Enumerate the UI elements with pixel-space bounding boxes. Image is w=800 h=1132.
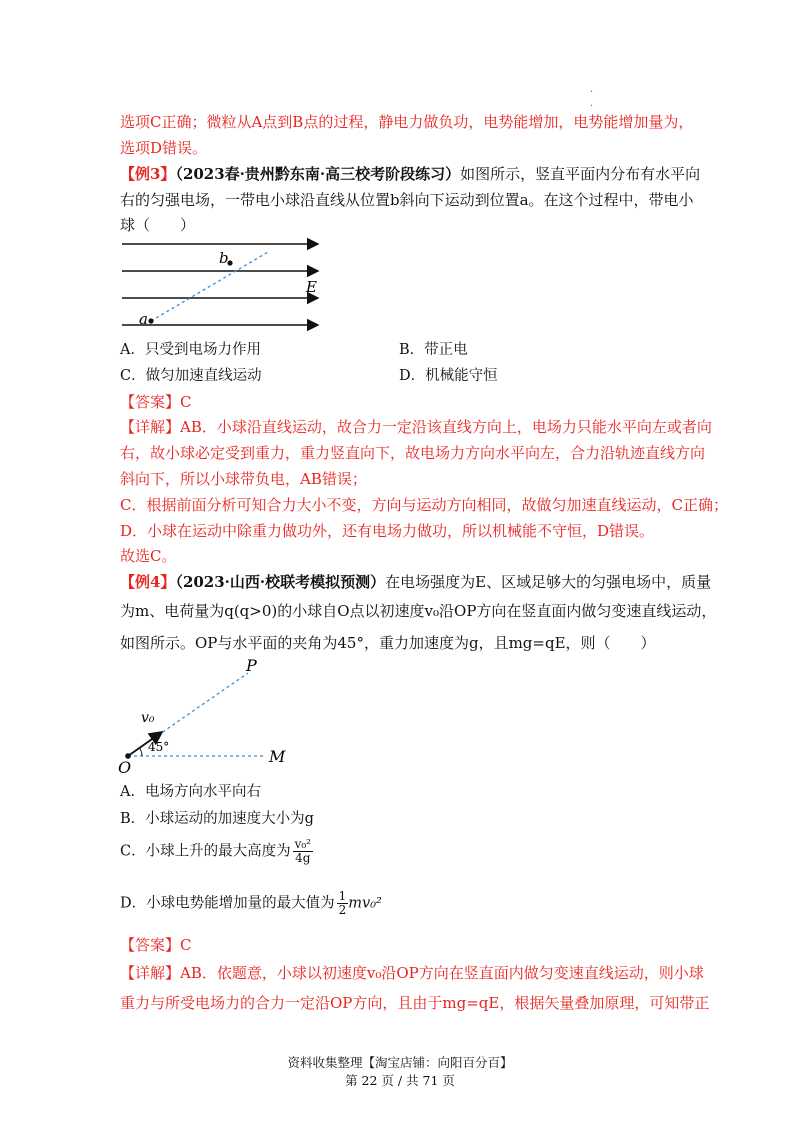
- option-text: D．小球电势能增加量的最大值为: [120, 895, 335, 912]
- explanation-line: 【详解】AB．小球沿直线运动，故合力一定沿该直线方向上，电场力只能水平向左或者向: [120, 418, 712, 436]
- question-text: 在电场强度为E、区域足够大的匀强电场中，质量: [385, 573, 712, 591]
- option-c: C．做匀加速直线运动: [120, 368, 262, 384]
- example-4-figure: [116, 655, 296, 775]
- explanation-line: 【详解】AB．依题意，小球以初速度v₀沿OP方向在竖直面内做匀变速直线运动，则小球: [120, 964, 704, 982]
- example-tag: 【例4】: [120, 573, 176, 591]
- label-o: O: [118, 758, 132, 775]
- question-text: 如图所示。OP与水平面的夹角为45°，重力加速度为g，且mg=qE，则（ ）: [120, 634, 656, 652]
- answer: 【答案】C: [120, 936, 192, 954]
- prev-solution-line: 选项D错误。: [120, 139, 208, 157]
- example-source: （2023·山西·校联考模拟预测）: [175, 573, 386, 591]
- question-text: 右的匀强电场，一带电小球沿直线从位置b斜向下运动到位置a。在这个过程中，带电小: [120, 191, 694, 209]
- option-b: B．带正电: [399, 342, 468, 358]
- explanation-line: D．小球在运动中除重力做功外，还有电场力做功，所以机械能不守恒，D错误。: [120, 522, 655, 540]
- question-text: 为m、电荷量为q(q>0)的小球自O点以初速度v₀沿OP方向在竖直面内做匀变速直线运动，: [120, 602, 717, 620]
- example-4-question: [120, 571, 711, 593]
- explanation-line: C．根据前面分析可知合力大小不变，方向与运动方向相同，故做匀加速直线运动，C正确；: [120, 496, 728, 514]
- option-d: D．机械能守恒: [399, 368, 498, 384]
- conclusion: 故选C。: [120, 547, 177, 565]
- fraction-denominator: 4g: [295, 851, 311, 865]
- label-b: b: [219, 249, 229, 267]
- point-a: [148, 318, 153, 323]
- example-source: （2023春·贵州黔东南·高三校考阶段练习）: [175, 165, 461, 183]
- stray-dot: .: [590, 84, 594, 95]
- option-b: B．小球运动的加速度大小为g: [120, 811, 314, 827]
- example-3-figure: [118, 232, 328, 334]
- fraction: [337, 890, 349, 917]
- example-tag: 【例3】: [120, 165, 176, 183]
- explanation-line: 斜向下，所以小球带负电，AB错误；: [120, 470, 367, 488]
- angle-arc: [140, 748, 143, 756]
- footer-source: 资料收集整理【淘宝店铺：向阳百分百】: [287, 1055, 513, 1070]
- prev-solution-line: 选项C正确；微粒从A点到B点的过程，静电力做负功，电势能增加，电势能增加量为，: [120, 113, 694, 131]
- label-p: P: [246, 656, 257, 675]
- explanation-line: 重力与所受电场力的合力一定沿OP方向，且由于mg=qE，根据矢量叠加原理，可知带正: [120, 994, 710, 1012]
- trajectory-line: [151, 252, 268, 321]
- label-angle: 45°: [148, 740, 170, 754]
- fraction-denominator: 2: [338, 903, 347, 917]
- label-v0: v₀: [141, 710, 155, 726]
- answer: 【答案】C: [120, 393, 192, 411]
- label-m: M: [269, 747, 286, 766]
- question-text: 如图所示，竖直平面内分布有水平向: [460, 165, 701, 183]
- option-a: A．电场方向水平向右: [120, 784, 261, 800]
- fraction-numerator: v₀²: [294, 837, 311, 851]
- math-term: mv₀²: [348, 895, 382, 912]
- label-E: E: [306, 278, 317, 296]
- page-number: 第 22 页 / 共 71 页: [345, 1073, 455, 1088]
- question-text: 球（ ）: [120, 216, 196, 234]
- stray-dot: .: [590, 98, 594, 109]
- example-3-question: [120, 163, 700, 185]
- option-d: [120, 890, 382, 917]
- label-a: a: [139, 310, 148, 328]
- explanation-line: 右，故小球必定受到重力，重力竖直向下，故电场力方向水平向左，合力沿轨迹直线方向: [120, 444, 706, 462]
- option-text: C．小球上升的最大高度为: [120, 843, 291, 860]
- fraction: [293, 838, 313, 865]
- option-c: [120, 838, 313, 865]
- fraction-numerator: 1: [338, 889, 347, 903]
- option-a: A．只受到电场力作用: [120, 342, 261, 358]
